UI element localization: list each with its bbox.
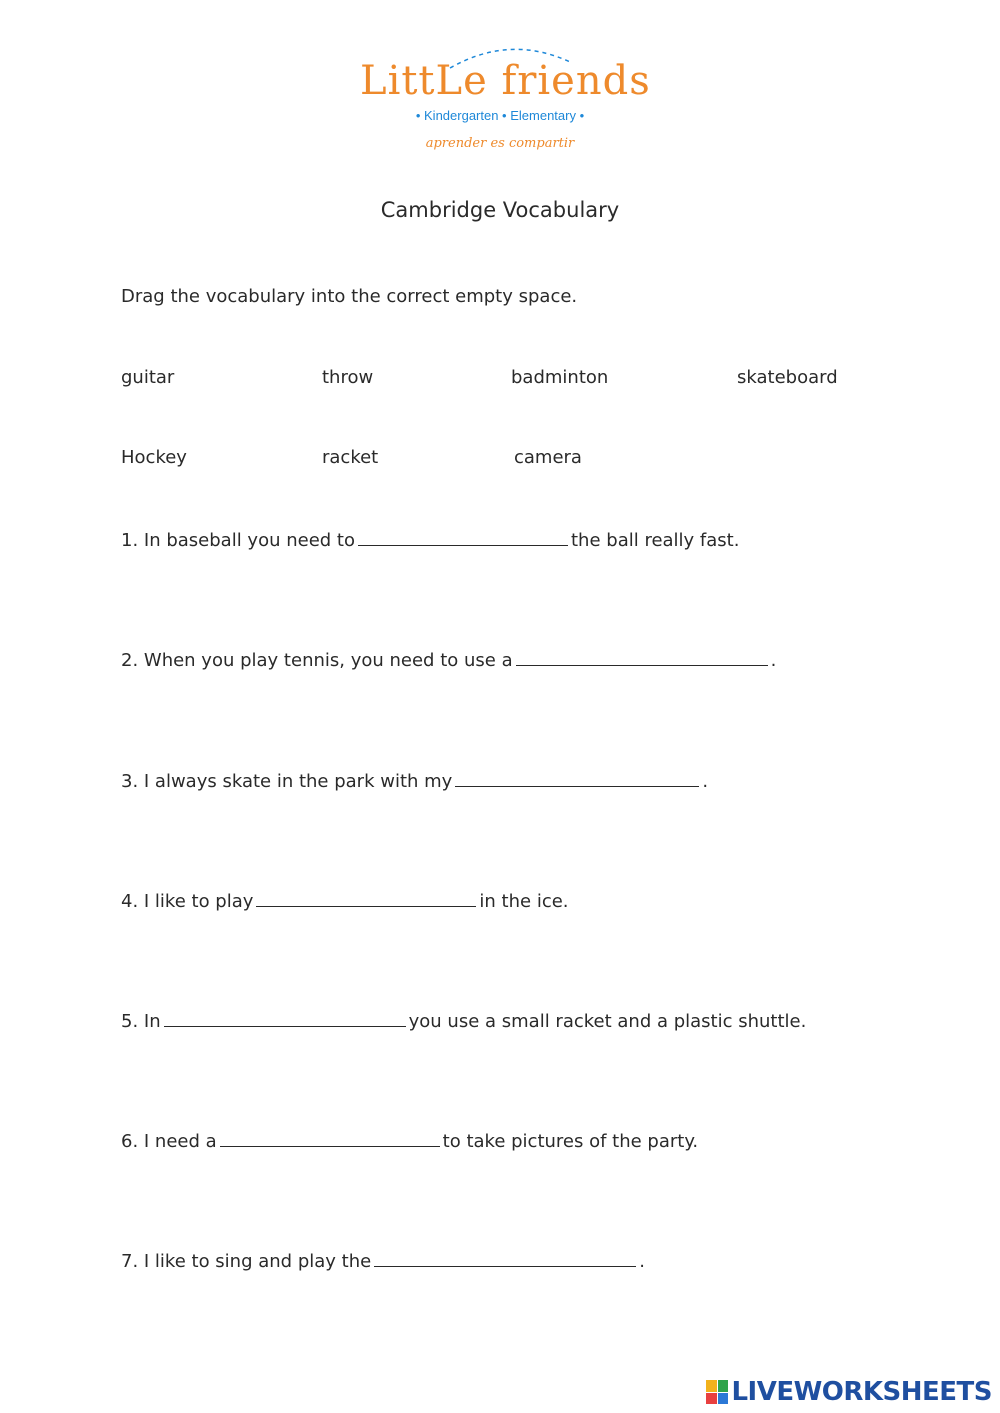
drop-blank[interactable] <box>374 1248 636 1267</box>
draggable-word-hockey[interactable]: Hockey <box>121 447 187 468</box>
sentence-2 <box>121 647 776 671</box>
sentence-text-before: 6. I need a <box>121 1131 217 1152</box>
logo-wordmark: LittLe friends <box>360 58 651 104</box>
drop-blank[interactable] <box>256 888 476 907</box>
sentence-text-after: . <box>770 650 777 671</box>
logo-tagline: aprender es compartir <box>425 136 575 151</box>
sentence-text-before: 5. In <box>121 1011 161 1032</box>
sentence-text-before: 2. When you play tennis, you need to use a <box>121 650 513 671</box>
drop-blank[interactable] <box>358 527 568 546</box>
sentence-text-after: in the ice. <box>479 891 569 912</box>
school-logo <box>360 40 651 160</box>
sentence-text-after: you use a small racket and a plastic shuttle. <box>408 1011 807 1032</box>
sentence-text-after: . <box>639 1251 645 1272</box>
sentence-1 <box>121 527 739 551</box>
sentence-7 <box>121 1248 645 1272</box>
sentence-text-before: 1. In baseball you need to <box>121 530 355 551</box>
drop-blank[interactable] <box>220 1128 440 1147</box>
drop-blank[interactable] <box>164 1008 406 1027</box>
sentence-3 <box>121 768 708 792</box>
liveworksheets-logo <box>706 1377 992 1407</box>
sentence-5 <box>121 1008 806 1032</box>
sentence-text-before: 3. I always skate in the park with my <box>121 771 453 792</box>
draggable-word-throw[interactable]: throw <box>322 367 374 388</box>
sentence-text-before: 4. I like to play <box>121 891 254 912</box>
sentence-text-after: . <box>702 771 709 792</box>
draggable-word-guitar[interactable]: guitar <box>121 367 175 388</box>
draggable-word-badminton[interactable]: badminton <box>511 367 609 388</box>
liveworksheets-brand: LIVEWORKSHEETS <box>731 1377 992 1407</box>
logo-subtitle: • Kindergarten • Elementary • <box>415 108 585 123</box>
sentence-4 <box>121 888 569 912</box>
draggable-word-skateboard[interactable]: skateboard <box>737 367 838 388</box>
page-title: Cambridge Vocabulary <box>380 198 620 222</box>
sentence-text-after: to take pictures of the party. <box>442 1131 699 1152</box>
draggable-word-camera[interactable]: camera <box>514 447 582 468</box>
draggable-word-racket[interactable]: racket <box>322 447 379 468</box>
instructions: Drag the vocabulary into the correct empty space. <box>121 286 578 307</box>
drop-blank[interactable] <box>455 768 699 787</box>
drop-blank[interactable] <box>516 647 768 666</box>
sentence-6 <box>121 1128 698 1152</box>
sentence-text-before: 7. I like to sing and play the <box>121 1251 372 1272</box>
liveworksheets-icon <box>706 1380 728 1404</box>
sentence-text-after: the ball really fast. <box>571 530 740 551</box>
